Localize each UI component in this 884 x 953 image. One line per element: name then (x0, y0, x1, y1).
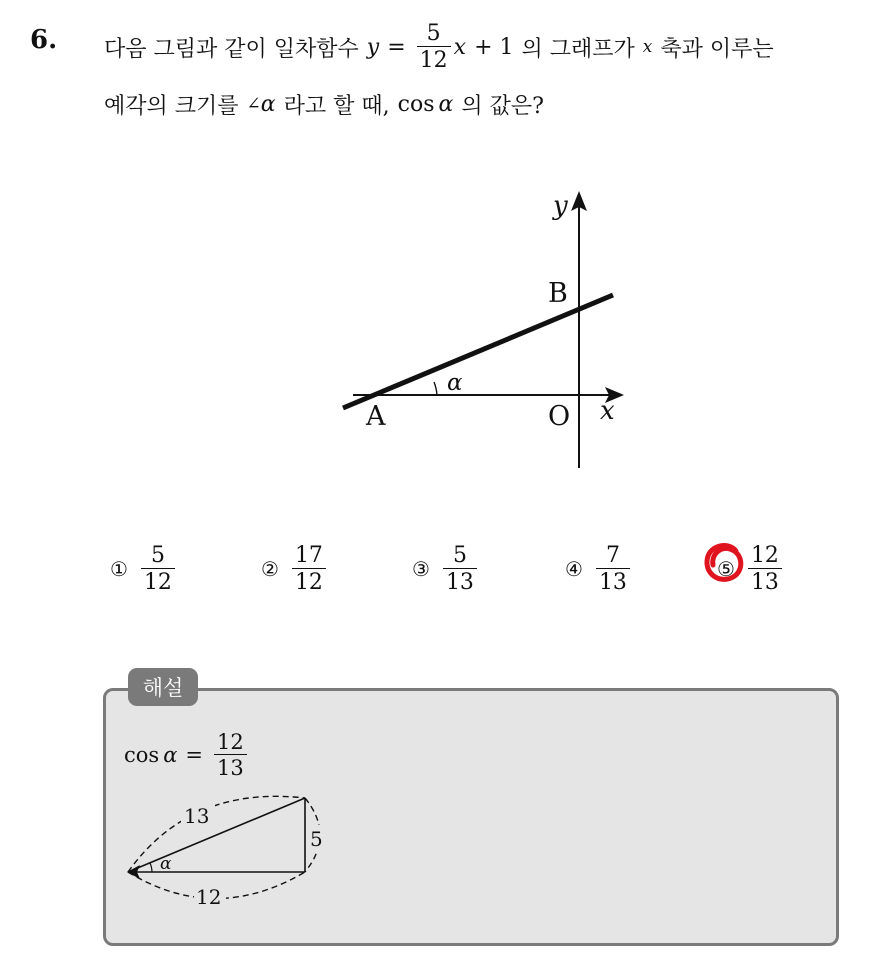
slope-numerator: 5 (426, 20, 441, 46)
choice-3-num: 5 (452, 542, 467, 568)
question-text-2b: 라고 할 때, (283, 93, 390, 119)
triangle-base-label: 12 (196, 885, 222, 909)
choice-2-den: 12 (292, 568, 326, 594)
triangle-side-label: 5 (310, 827, 323, 851)
cos-text: cos (397, 91, 435, 117)
label-a: A (366, 401, 386, 432)
question-text-2c: 의 값은? (461, 93, 544, 119)
solution-num: 12 (216, 729, 244, 754)
solution-cos: cos (124, 743, 160, 767)
choice-1-num: 5 (150, 542, 165, 568)
choice-3-mark: ③ (412, 557, 430, 581)
solution-alpha: α (163, 743, 178, 767)
label-o: O (548, 401, 571, 432)
choice-2-num: 17 (294, 542, 323, 568)
question-text-2a: 예각의 크기를 (104, 93, 239, 119)
choice-5-den: 13 (748, 568, 782, 594)
triangle-hypotenuse (128, 798, 305, 872)
solution-equals: = (185, 743, 203, 767)
label-b: B (548, 278, 568, 309)
label-x: x (600, 396, 615, 426)
choice-3-den: 13 (443, 568, 477, 594)
triangle-angle-label: α (160, 854, 172, 874)
var-y: y (366, 34, 380, 60)
angle-symbol: ∠ (246, 94, 261, 114)
solution-tab: 해설 (128, 668, 198, 706)
triangle-angle-arc (150, 863, 152, 872)
question-text-1a: 다음 그림과 같이 일차함수 (104, 36, 359, 62)
solution-den: 13 (214, 754, 247, 779)
var-x-axis: x (642, 37, 653, 57)
question-number: 6. (30, 25, 58, 55)
plus-one: + 1 (474, 34, 514, 60)
choice-1-mark: ① (110, 557, 128, 581)
alpha-symbol-2: α (438, 91, 454, 117)
choice-5-mark: ⑤ (717, 557, 735, 581)
triangle-hyp-label: 13 (184, 804, 210, 828)
label-y: y (553, 191, 568, 221)
choice-2-mark: ② (261, 557, 279, 581)
alpha-symbol: α (260, 91, 276, 117)
choice-4-den: 13 (596, 568, 630, 594)
choice-1-den: 12 (141, 568, 175, 594)
choice-5-num: 12 (750, 542, 779, 568)
question-text-1b: 의 그래프가 (521, 36, 635, 62)
choice-4-mark: ④ (565, 557, 583, 581)
var-x: x (453, 34, 467, 60)
label-alpha: α (447, 370, 463, 396)
slope-denominator: 12 (417, 46, 451, 72)
question-text-1c: 축과 이루는 (660, 36, 774, 62)
choice-4-num: 7 (605, 542, 620, 568)
equals-sign: = (387, 34, 406, 60)
